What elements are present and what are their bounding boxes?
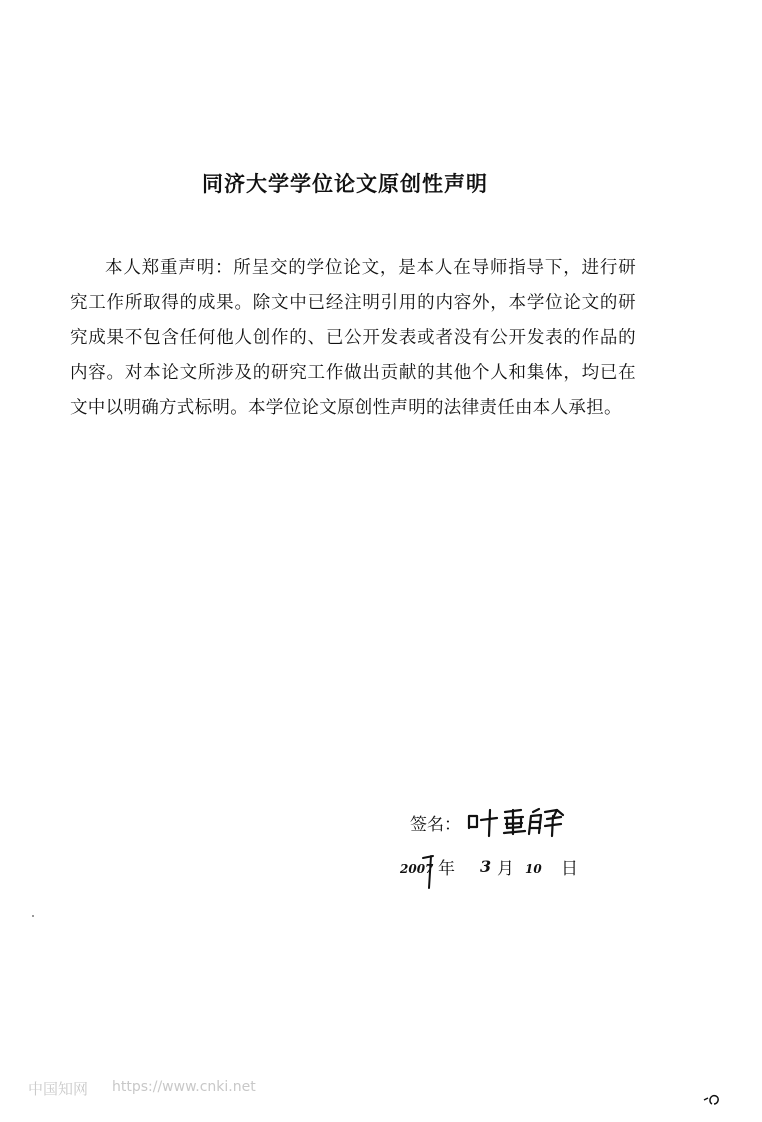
year-stroke-mark: [420, 850, 436, 890]
date-day-char: 日: [561, 859, 578, 879]
date-day: 10: [525, 862, 542, 876]
scan-dot: [32, 915, 34, 917]
signature-row: [410, 806, 595, 838]
page-corner-mark: [700, 1092, 724, 1106]
date-month: 3: [480, 857, 492, 876]
footer-logo: 中国知网: [28, 1080, 89, 1098]
date-row: [400, 848, 600, 898]
footer-url[interactable]: https://www.cnki.net: [112, 1079, 256, 1095]
page-title: 同济大学学位论文原创性声明: [202, 172, 488, 196]
handwritten-signature: [465, 806, 595, 838]
signature-label: 签名：: [410, 814, 461, 835]
date-year: 2007: [400, 862, 434, 876]
declaration-paragraph: 本人郑重声明：所呈交的学位论文，是本人在导师指导下，进行研究工作所取得的成果。除文中已经注明引用的内容外，本学位论文的研究成果不包含任何他人创作的、已公开发表或者没有公开发表的作品的内容。对本论文所涉及的研究工作做出贡献的其他个人和集体，均已在文中以明确方式标明。本学位论文原创性声明的法律责任由本人承担。: [70, 258, 636, 418]
date-month-char: 月: [497, 859, 514, 879]
date-year-char: 年: [438, 859, 455, 879]
